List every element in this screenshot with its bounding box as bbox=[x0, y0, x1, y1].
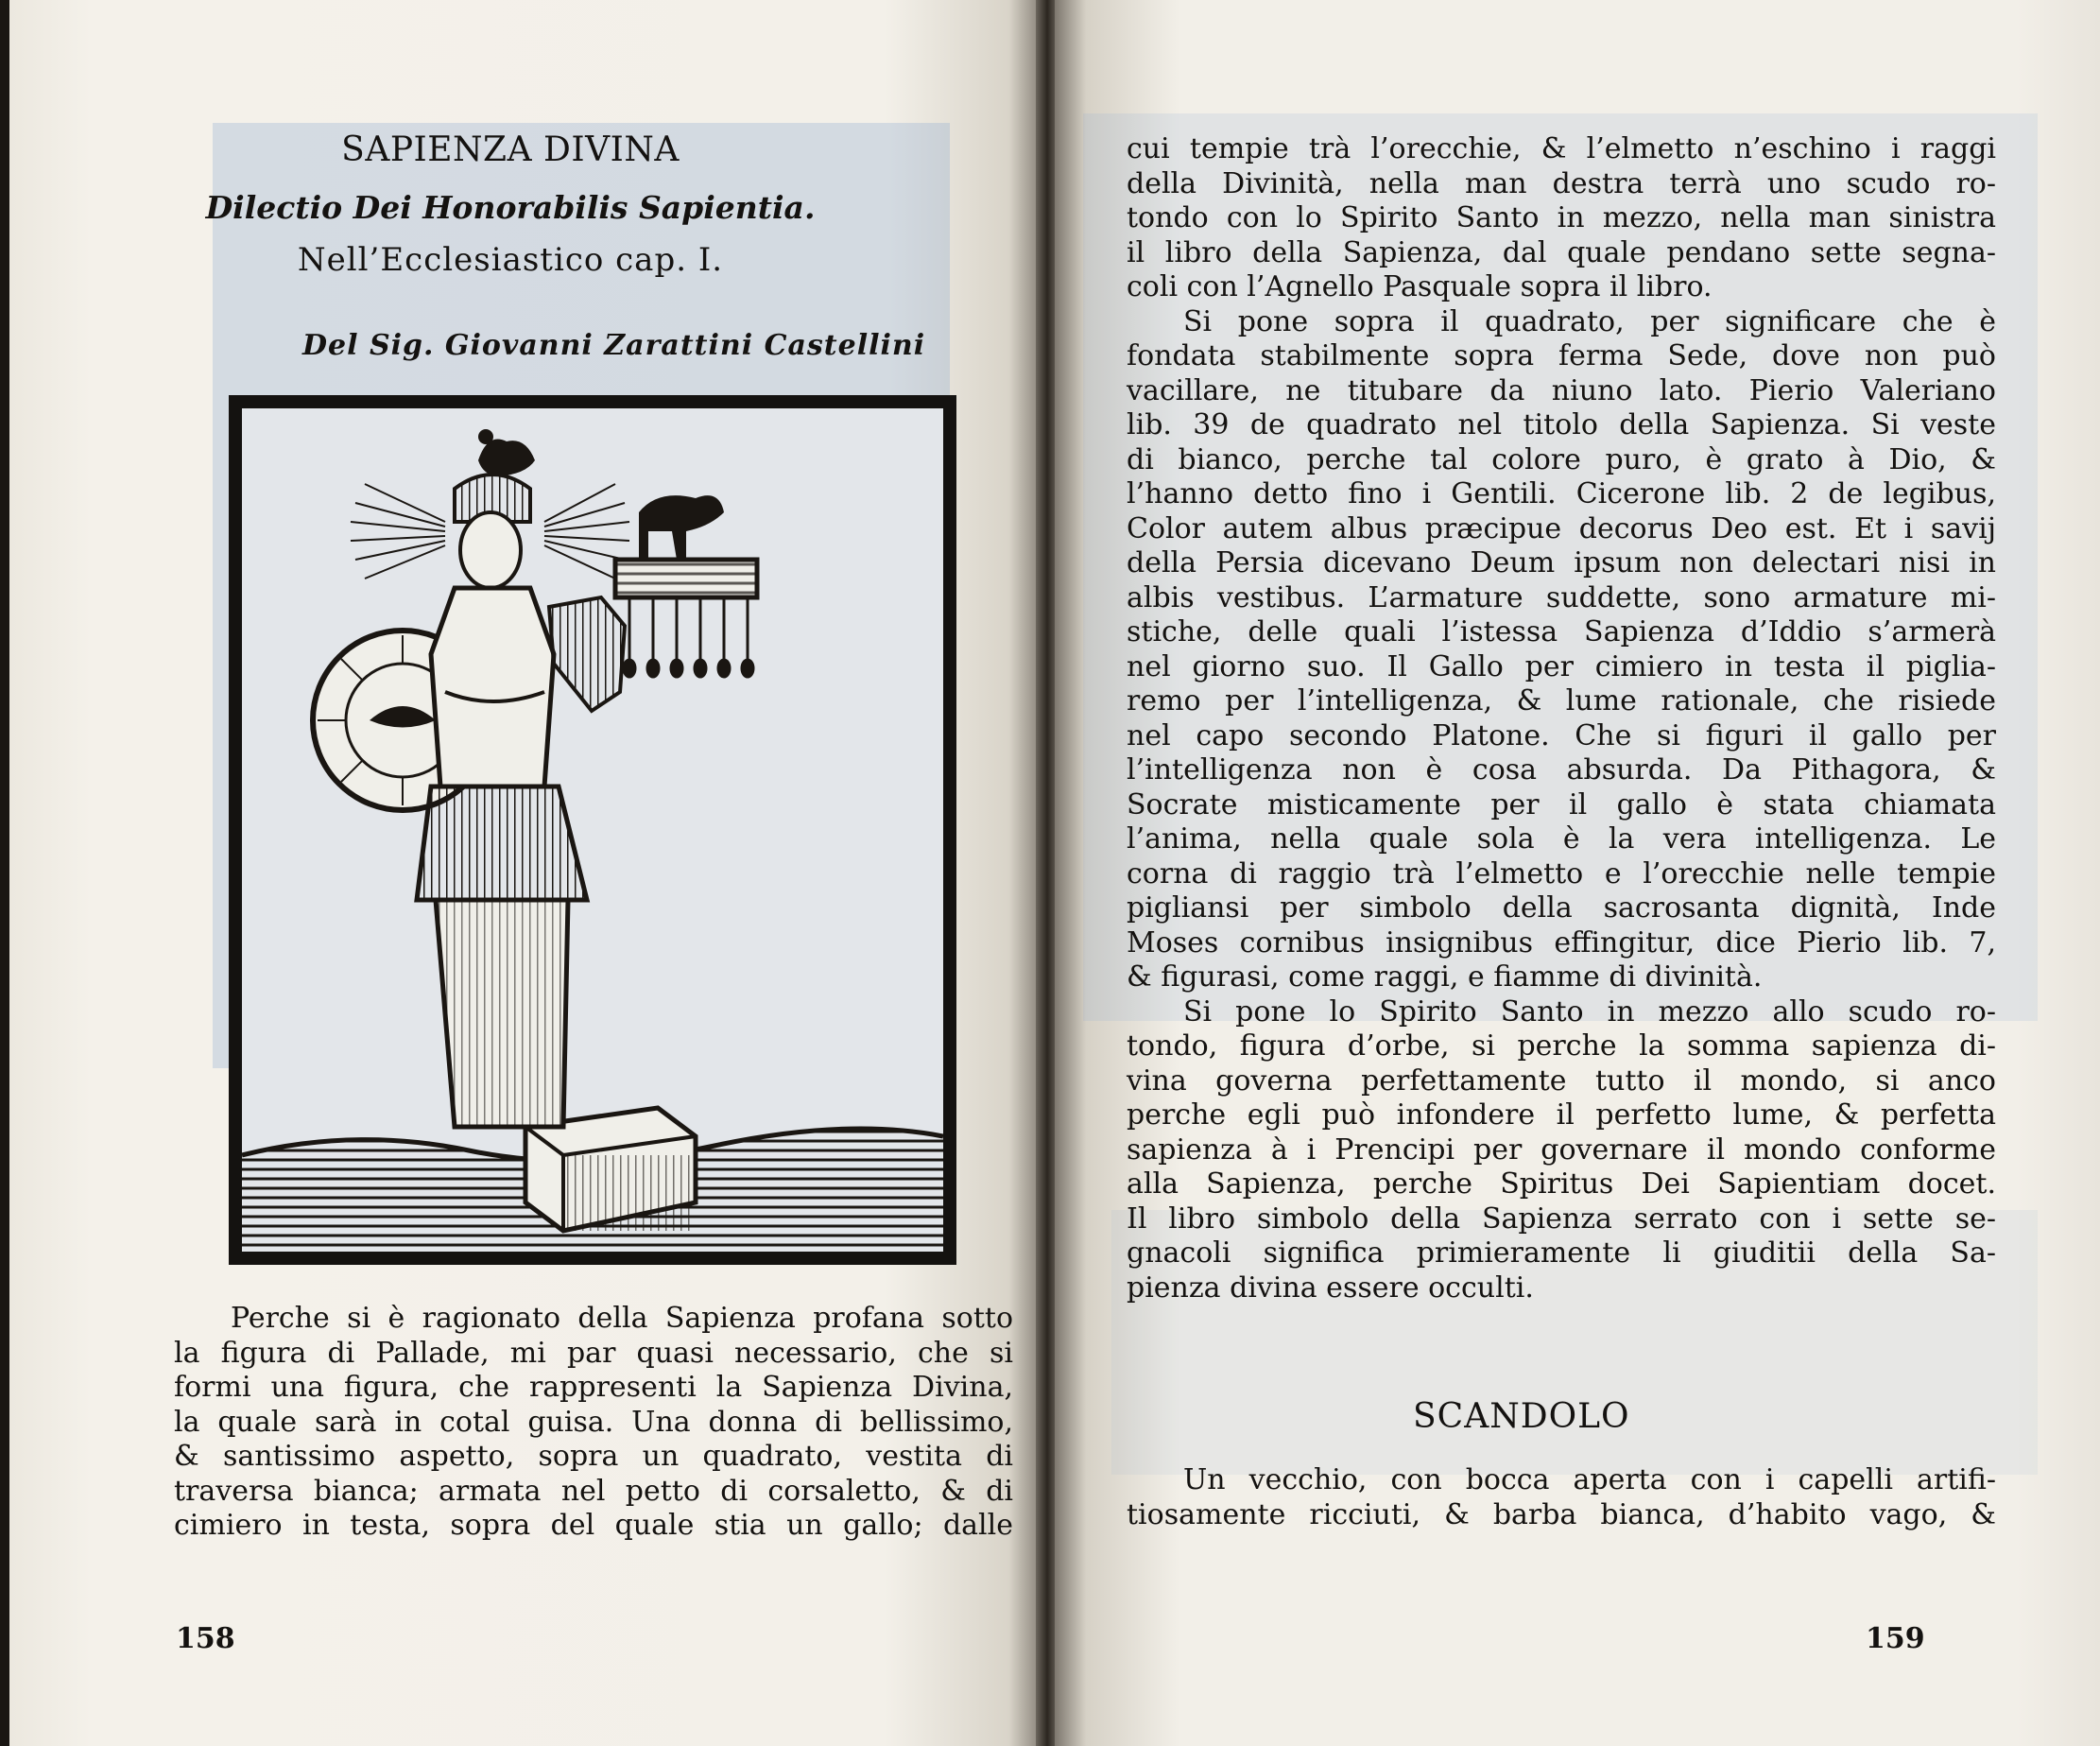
left-body-text bbox=[174, 1302, 1013, 1544]
text-line: vacillare, ne titubare da niuno lato. Pierio Valeriano bbox=[1127, 373, 1996, 407]
right-body-text bbox=[1127, 132, 1996, 1305]
sapienza-divina-woodcut bbox=[242, 408, 943, 1252]
text-line: albis vestibus. L’armature suddette, sono armature mi- bbox=[1127, 580, 1996, 614]
text-line: Moses cornibus insignibus effingitur, dice Pierio lib. 7, bbox=[1127, 925, 1996, 959]
text-line: nel giorno suo. Il Gallo per cimiero in testa il piglia- bbox=[1127, 649, 1996, 683]
left-page bbox=[9, 0, 1040, 1746]
text-line: gnacoli significa primieramente li giuditii della Sa- bbox=[1127, 1236, 1996, 1270]
page-number-right: 159 bbox=[1866, 1622, 1925, 1655]
text-line: pigliansi per simbolo della sacrosanta dignità, Inde bbox=[1127, 891, 1996, 925]
page-number-left: 158 bbox=[176, 1622, 235, 1655]
text-line: di bianco, perche tal colore puro, è grato à Dio, & bbox=[1127, 442, 1996, 476]
right-page bbox=[1055, 0, 2100, 1746]
text-line: Si pone sopra il quadrato, per significare che è bbox=[1183, 304, 1996, 338]
text-line: pienza divina essere occulti. bbox=[1127, 1271, 1534, 1305]
text-line: nel capo secondo Platone. Che si figuri il gallo per bbox=[1127, 718, 1996, 752]
text-line: coli con l’Agnello Pasquale sopra il libro. bbox=[1127, 270, 1713, 303]
text-line: Color autem albus præcipue decorus Deo est. Et i savij bbox=[1127, 511, 1996, 545]
text-line: perche egli può infondere il perfetto lume, & perfetta bbox=[1127, 1098, 1996, 1132]
text-line: tondo, figura d’orbe, si perche la somma sapienza di- bbox=[1127, 1029, 1996, 1063]
page-title: SAPIENZA DIVINA bbox=[341, 130, 680, 169]
text-line: Il libro simbolo della Sapienza serrato con i sette se- bbox=[1127, 1201, 1996, 1236]
text-line: tiosamente ricciuti, & barba bianca, d’habito vago, & bbox=[1127, 1497, 1996, 1531]
text-line: la figura di Pallade, mi par quasi necessario, che si bbox=[174, 1336, 1013, 1370]
text-line: l’anima, nella quale sola è la vera intelligenza. Le bbox=[1127, 822, 1996, 856]
text-line: della Divinità, nella man destra terrà uno scudo ro- bbox=[1127, 166, 1996, 200]
text-line: stiche, delle quali l’istessa Sapienza d’Iddio s’armerà bbox=[1127, 615, 1996, 648]
text-line: & figurasi, come raggi, e fiamme di divinità. bbox=[1127, 960, 1763, 994]
text-line: l’intelligenza non è cosa absurda. Da Pithagora, & bbox=[1127, 753, 1996, 787]
woodcut-illustration bbox=[229, 395, 956, 1265]
section-heading-scandolo: SCANDOLO bbox=[1413, 1397, 1630, 1436]
text-line: sapienza à i Prencipi per governare il mondo conforme bbox=[1127, 1132, 1996, 1167]
text-line: & santissimo aspetto, sopra un quadrato, vestita di bbox=[174, 1440, 1013, 1473]
text-line: traversa bianca; armata nel petto di corsaletto, & di bbox=[174, 1474, 1013, 1508]
text-line: cimiero in testa, sopra del quale stia un gallo; dalle bbox=[174, 1509, 1013, 1542]
text-line: il libro della Sapienza, dal quale pendano sette segna- bbox=[1127, 235, 1996, 269]
page-subtitle: Dilectio Dei Honorabilis Sapientia. bbox=[205, 189, 816, 226]
text-line: tondo con lo Spirito Santo in mezzo, nella man sinistra bbox=[1127, 201, 1996, 234]
text-line: l’hanno detto fino i Gentili. Cicerone lib. 2 de legibus, bbox=[1127, 477, 1996, 510]
text-line: Si pone lo Spirito Santo in mezzo allo scudo ro- bbox=[1183, 994, 1996, 1029]
text-line: vina governa perfettamente tutto il mondo, si anco bbox=[1127, 1063, 1996, 1098]
author-credit: Del Sig. Giovanni Zarattini Castellini bbox=[302, 329, 926, 362]
text-line: alla Sapienza, perche Spiritus Dei Sapientiam docet. bbox=[1127, 1167, 1996, 1201]
scandolo-body-text bbox=[1127, 1463, 1996, 1532]
text-line: della Persia dicevano Deum ipsum non delectari nisi in bbox=[1127, 546, 1996, 579]
text-line: la quale sarà in cotal guisa. Una donna di bellissimo, bbox=[174, 1405, 1013, 1439]
text-line: formi una figura, che rappresenti la Sapienza Divina, bbox=[174, 1371, 1013, 1404]
text-line: lib. 39 de quadrato nel titolo della Sapienza. Si veste bbox=[1127, 408, 1996, 441]
text-line: Perche si è ragionato della Sapienza profana sotto bbox=[231, 1302, 1013, 1335]
scripture-reference: Nell’Ecclesiastico cap. I. bbox=[297, 241, 724, 279]
text-line: Socrate misticamente per il gallo è stata chiamata bbox=[1127, 787, 1996, 821]
text-line: fondata stabilmente sopra ferma Sede, dove non può bbox=[1127, 339, 1996, 372]
text-line: remo per l’intelligenza, & lume rationale, che risiede bbox=[1127, 684, 1996, 717]
text-line: Un vecchio, con bocca aperta con i capelli artifi- bbox=[1183, 1463, 1996, 1496]
text-line: corna di raggio trà l’elmetto e l’orecchie nelle tempie bbox=[1127, 856, 1996, 890]
text-line: cui tempie trà l’orecchie, & l’elmetto n’eschino i raggi bbox=[1127, 132, 1996, 165]
